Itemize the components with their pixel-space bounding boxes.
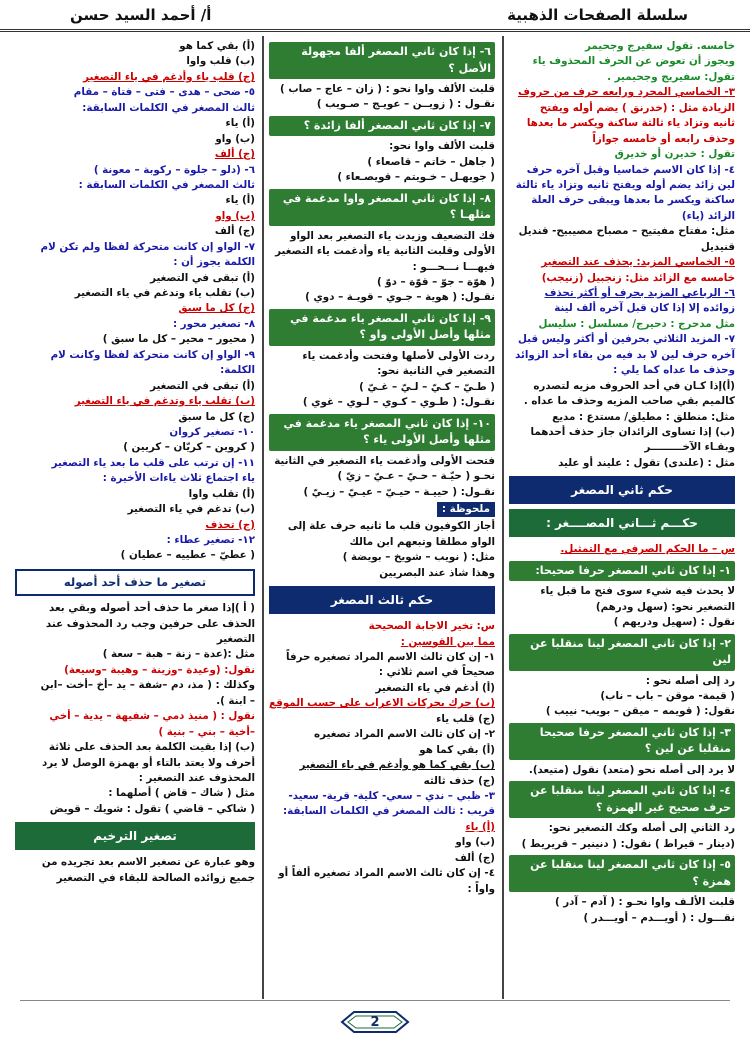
text-line: الزيادة مثل : (خدرنق ) يضم أوله ويفتح: [539, 101, 735, 114]
text-line: الزائد (ياء): [681, 209, 735, 222]
text-line: (أ) تبقى في التصغير: [150, 271, 255, 284]
rule-heading: ٣- إذا كان ثاني المصغر حرفا صحيحا منقلبا عن لين ؟: [509, 723, 735, 760]
text-line: (ج) كل ما سبق: [178, 302, 255, 315]
rule-heading: ٤- إذا كان ثاني المصغر لينا منقلبا عن حرف صحيح غير الهمزة ؟: [509, 781, 735, 818]
text-line: (أ) تبقى في التصغير: [150, 379, 255, 392]
text-line: أجاز الكوفيون قلب ما ثانيه حرف علة إلى: [287, 520, 495, 533]
right-column: [502, 36, 740, 999]
text-line: التصغير في الثانية نحو:: [377, 365, 495, 378]
text-line: قلبت الألف واوا نحو : ( زان – عاج – صاب ): [280, 83, 495, 95]
page-number: 2: [370, 1014, 380, 1030]
text-line: ١١- إن ترتب على قلب ما بعد ياء التصغير: [51, 456, 255, 469]
text-line: وهو عبارة عن تصغير الاسم بعد تجريده من: [41, 856, 255, 869]
text-line: (ب) قلب واوا: [186, 55, 255, 68]
text-line: نحـو ( حيّـة – حـيّ – عـيّ – زيّ ): [337, 470, 495, 483]
text-line: ثالث المصغر في الكلمات السابقة :: [78, 178, 255, 191]
text-line: (ج) حذف ثالثه: [423, 774, 495, 787]
text-line: (ج) قلب ياء: [436, 712, 495, 725]
text-line: تقول : خديرن أو خديرق: [614, 148, 735, 161]
text-line: نقول : (سهيل ودريهم ): [613, 616, 735, 629]
text-line: وحذف رابعه أو خامسه جوازاً: [592, 132, 735, 145]
text-line: أحرف ولا يعتد بالتاء أو بهمزة الوصل لا يرد: [41, 756, 255, 769]
text-line: ( هوّة – جوّ – قوّة – دوّ ): [376, 276, 495, 288]
text-line: جميع زوائده الصالحة للبقاء في التصغير: [56, 871, 255, 884]
rule-heading: ٦- إذا كان ثاني المصغر ألفا مجهولة الأصل ؟: [269, 42, 495, 79]
text-line: (ب) واو: [455, 836, 495, 849]
text-line: لين زائد يضم أوله ويفتح ثانيه وتزاد ياء ثالثة: [515, 178, 735, 191]
text-line: فتحت الأولى وأدغمت ياء التصغير في الثانية: [274, 454, 495, 467]
text-line: (أ) تقلب واوا: [188, 487, 255, 500]
text-line: صحيحاً في اسم ثلاثي :: [378, 666, 495, 679]
text-line: وكذلك : ( مذ، دم –شفة – يد –أخ –أخت –ابن: [40, 679, 255, 692]
text-line: مثل: منطلق : مطيلق/ مستدع : مديع: [552, 410, 735, 423]
text-line: (أ)إذا كـان في أحد الحروف مزيه لتصدره: [533, 379, 735, 392]
text-line: نقول : ( منيذ دمي – شفيهة – يدية – أخي: [49, 710, 255, 723]
text-line: تقول: سفيريج وجحيمير .: [607, 70, 735, 83]
text-line: خامسه. تقول سفيرج وجحيمر: [584, 40, 735, 52]
text-line: (أ) ياء: [465, 820, 495, 833]
text-line: ٣- الخماسي المجرد ورابعه حرف من حروف: [517, 86, 735, 99]
text-line: – ابنة ).: [216, 694, 255, 707]
text-line: نقـول: ( حييـة – حيـيّ – عيـيّ – زيـيّ ): [303, 485, 495, 498]
text-line: كالميم بقي صاحب المزيه وحذف ما عداه .: [523, 395, 735, 408]
text-line: الكلمة يجوز أن :: [173, 256, 255, 269]
section-title: حكم ثالث المصغر: [269, 586, 495, 614]
text-line: (ب) بقي كما هو وأدغم في ياء التصغير: [299, 759, 495, 772]
bottom-divider: [20, 1000, 730, 1001]
text-line: وبقـاء الآخـــــــــر: [644, 441, 735, 454]
text-line: المحذوف عند التصغير :: [138, 771, 255, 784]
rule-heading: ١٠- إذا كان ثاني المصغر ياء مدغمة في مثلها وأصل الأولى ياء ؟: [269, 414, 495, 451]
text-line: رد الثاني إلى أصله وكك التصغير نحو:: [548, 822, 735, 835]
rule-heading: ٨- إذا كان ثاني المصغر واوا مدغمة في مثلهـا ؟: [269, 189, 495, 226]
text-line: (ج) قلب ياء وأدغم في ياء التصغير: [83, 70, 255, 83]
series-title: سلسلة الصفحات الذهبية: [507, 5, 688, 24]
text-line: ٧- المزيد الثلاثي بحرفين أو أكثر وليس قبل: [517, 333, 735, 346]
section-title: حكـــم ثـــاني المصــــغر :: [509, 509, 735, 537]
text-line: ٧- الواو إن كانت متحركة لفظا ولم تكن لام: [40, 240, 255, 253]
text-line: قنيديل: [700, 240, 735, 253]
text-line: لا يحدث فيه شيء سوى فتح ما قبل ياء: [540, 585, 735, 598]
text-line: ١- إن كان ثالث الاسم المراد تصغيره حرفاً: [286, 651, 495, 663]
text-line: الأولى وقلبت الثانية ياء وأدغمت ياء التصغير: [275, 245, 495, 258]
text-line: واواً :: [467, 882, 495, 895]
text-line: نقول: (وعيدة –وزينة – وهيبة –وسيعة): [64, 663, 255, 676]
text-line: خامسه مع الزائد مثل: زنجبيل (زنيجب): [541, 271, 735, 284]
text-line: (ب) واو: [215, 132, 255, 145]
text-line: ٦- الرباعي المزيد بحرف أو أكثر تحذف: [544, 287, 735, 299]
text-line: ( قيمة- موقن – باب – ناب): [600, 689, 735, 702]
text-line: ١٢- تصغير عطاء :: [166, 534, 255, 546]
section-title: تصغير ما حذف أحد أصوله: [15, 569, 255, 596]
page-header: [0, 0, 750, 32]
text-line: فيهـــا نـــحـــو :: [412, 260, 495, 273]
rule-heading: ٧- إذا كان ثاني المصغر ألفا زائدة ؟: [269, 116, 495, 137]
text-line: ثالث المصغر في الكلمات السابقة:: [82, 101, 255, 114]
text-line: ٨- تصغير محور :: [172, 317, 255, 330]
text-line: ١٠- تصغير كروان: [169, 425, 255, 438]
author-name: أ/ أحمد السيد حسن: [70, 5, 212, 24]
text-line: (ج) ألف: [214, 225, 255, 238]
text-line: وحذف ما عداه كما يلي :: [613, 364, 735, 377]
text-line: ( شاكي – قاضي ) تقول : شويك – قويض: [49, 802, 255, 815]
text-line: الواو مطلقا وتبعهم ابن مالك: [349, 535, 495, 548]
text-line: ( أ )إذا صغر ما حذف أحد أصوله وبقي بعد: [49, 602, 255, 615]
text-line: ٥- الخماسي المزيد: يحذف عند التصغير: [541, 256, 735, 269]
text-line: مثل مدحرج : دحيرج/ مسلسل : سليسل: [538, 317, 735, 330]
text-line: آخره حرف لين لا بد فيه من بقاء أحد الزوائد: [515, 348, 735, 361]
section-title: تصغير الترخيم: [15, 822, 255, 850]
text-line: نقـول : ( زويــن – عويـج – صـويب ): [316, 98, 495, 111]
text-line: مثل :(عدة – زنة – هبة – سعة ): [102, 648, 255, 661]
text-line: ٤- إن كان ثالث الاسم المراد تصغيره ألفاً أو: [278, 867, 495, 880]
text-line: التصغير: [216, 633, 255, 645]
text-line: مثل ( شاك – قاض ) أصلهما :: [108, 787, 255, 800]
text-line: (دينار – قيراط ) نقول: ( دنينير – قريريط ): [521, 837, 735, 850]
text-line: مثل : (علندى) تقول : عليند أو عليد: [558, 456, 735, 469]
text-line: ( كروين – كريّان – كريين ): [123, 441, 255, 454]
text-line: (ب) إذا تساوى الزائدان جاز حذف أحدهما: [530, 425, 735, 438]
text-line: قلبت الألف واوا نحو:: [389, 140, 495, 153]
text-line: (ج) ألف: [214, 148, 255, 161]
rule-heading: ١- إذا كان ثاني المصغر حرفا صحيحا:: [509, 561, 735, 582]
text-line: ( جاهل – خاتم – قاصعاء ): [367, 155, 495, 168]
text-line: (ج) تحذف: [205, 518, 255, 531]
text-line: (ب) حرك بحركات الاعراب على حسب الموقع: [269, 697, 495, 710]
text-line: ردت الأولى لأصلها وفتحت وأدغمت ياء: [302, 349, 495, 362]
text-line: نقـــول : ( أويـــدم – أويـــدر ): [583, 911, 735, 924]
text-line: (ج) ألف: [454, 851, 495, 864]
text-line: التصغير نحو: (سهل ودرهم): [595, 600, 735, 613]
text-line: زوائده إلا إذا كان قبل آخره ألف لينة: [554, 302, 735, 315]
text-line: (أ) بقي كما هو: [419, 743, 495, 756]
text-line: ( محيور – محير – كل ما سبق ): [102, 333, 255, 346]
text-line: (ب) تدغم في ياء التصغير: [127, 503, 255, 516]
text-line: مثل: ( نويب – شويخ – بويضة ): [342, 551, 495, 564]
text-line: (أ) أدغم في ياء التصغير: [375, 681, 495, 694]
text-line: ثانيه وتزاد ياء ثالثة ساكنة ويكسر ما بعدها: [526, 117, 735, 130]
text-line: (ج) كل ما سبق: [178, 410, 255, 423]
text-line: مما بين القوسين :: [400, 635, 495, 648]
text-line: ٥- ضحى – هدى – فتى – فتاة – مقام: [73, 86, 255, 99]
text-line: ويجوز أن تعوض عن الحرف المحذوف ياء: [532, 55, 735, 68]
text-line: (ب) تقلب ياء وتدغم في ياء التصغير: [74, 287, 255, 299]
page-number-badge: [340, 1008, 410, 1036]
text-line: قريب : ثالث المصغر في الكلمات السابقة:: [283, 805, 495, 818]
text-line: (ب) تقلب ياء وتدغم في ياء التصغير: [74, 395, 255, 408]
text-line: وهذا شاذ عند البصريين: [379, 566, 495, 579]
note-label: ملحوظة :: [437, 502, 495, 517]
left-column: [10, 36, 260, 999]
text-line: الكلمة:: [220, 364, 255, 377]
text-line: رد إلى أصله نحو :: [645, 674, 735, 687]
text-line: مثل: مفتاح مفيتيح – مصباح مصيبيح- قنديل: [518, 225, 735, 238]
text-line: (ب) واو: [215, 209, 255, 222]
text-line: ( عطيّ – عطييه – عطيان ): [120, 549, 255, 562]
text-line: لا يرد إلى أصله نحو (متعد) نقول (متيعد).: [528, 763, 735, 776]
text-line: (أ) بقي كما هو: [179, 40, 255, 52]
text-line: ( جويهـل – خـويتم – قويصـعاء ): [337, 171, 495, 184]
text-line: ٩- الواو إن كانت متحركة لفظا وكانت لام: [50, 348, 255, 361]
text-line: (أ) ياء: [225, 194, 255, 207]
text-line: ٤- إذا كان الاسم خماسيا وقبل آخره حرف: [526, 163, 735, 176]
text-line: الحذف على حرفين وجب رد المحذوف عند: [45, 617, 255, 630]
rule-heading: ٢- إذا كان ثاني المصغر لينا منقلبا عن لين: [509, 634, 735, 671]
text-line: ٦- (دلو – جلوة – ركوبة – معونة ): [93, 163, 255, 176]
text-line: (ب) إذا بقيت الكلمة بعد الحذف على ثلاثة: [48, 741, 255, 754]
text-line: فك التضعيف وزيدت ياء التصغير بعد الواو: [290, 229, 495, 242]
rule-heading: ٥- إذا كان ثاني المصغر لينا منقلبا عن همزة ؟: [509, 855, 735, 892]
text-line: نقول: ( قويمه – ميقن – بويب- نييب ): [545, 705, 735, 718]
text-line: س – ما الحكم الصرفي مع التمثيل.: [560, 543, 735, 556]
middle-column: [262, 36, 500, 999]
text-line: ٣- ظبي – ندي – سعي- كلية- قرية- سعيد-: [288, 789, 495, 802]
text-line: –أخية – بني – بنية ): [158, 725, 255, 738]
text-line: نقـول: ( طـوي – كـوي – لـوي – غوي ): [302, 396, 495, 409]
text-line: قلبت الألـف واوا نحـو : ( آدم – آدر ): [554, 896, 735, 909]
text-line: ساكنة ويكسر ما بعدها ويبقى حرف العلة: [531, 194, 735, 207]
text-line: س: تخير الاجابة الصحيحة: [368, 620, 495, 633]
rule-heading: ٩- إذا كان ثاني المصغر ياء مدغمة في مثلها وأصل الأولى واو ؟: [269, 309, 495, 346]
text-line: ( طـيّ – كـيّ – لـيّ – غـيّ ): [359, 380, 495, 393]
section-title: حكم ثاني المصغر: [509, 476, 735, 504]
text-line: ياء اجتماع ثلاث ياءات الأخيرة :: [102, 472, 255, 485]
text-line: ٢- إن كان ثالث الاسم المراد تصغيره: [314, 728, 495, 741]
text-line: نقـول: ( هوية – جـوي – قويـة – دوي ): [305, 291, 495, 304]
text-line: (أ) ياء: [225, 117, 255, 130]
